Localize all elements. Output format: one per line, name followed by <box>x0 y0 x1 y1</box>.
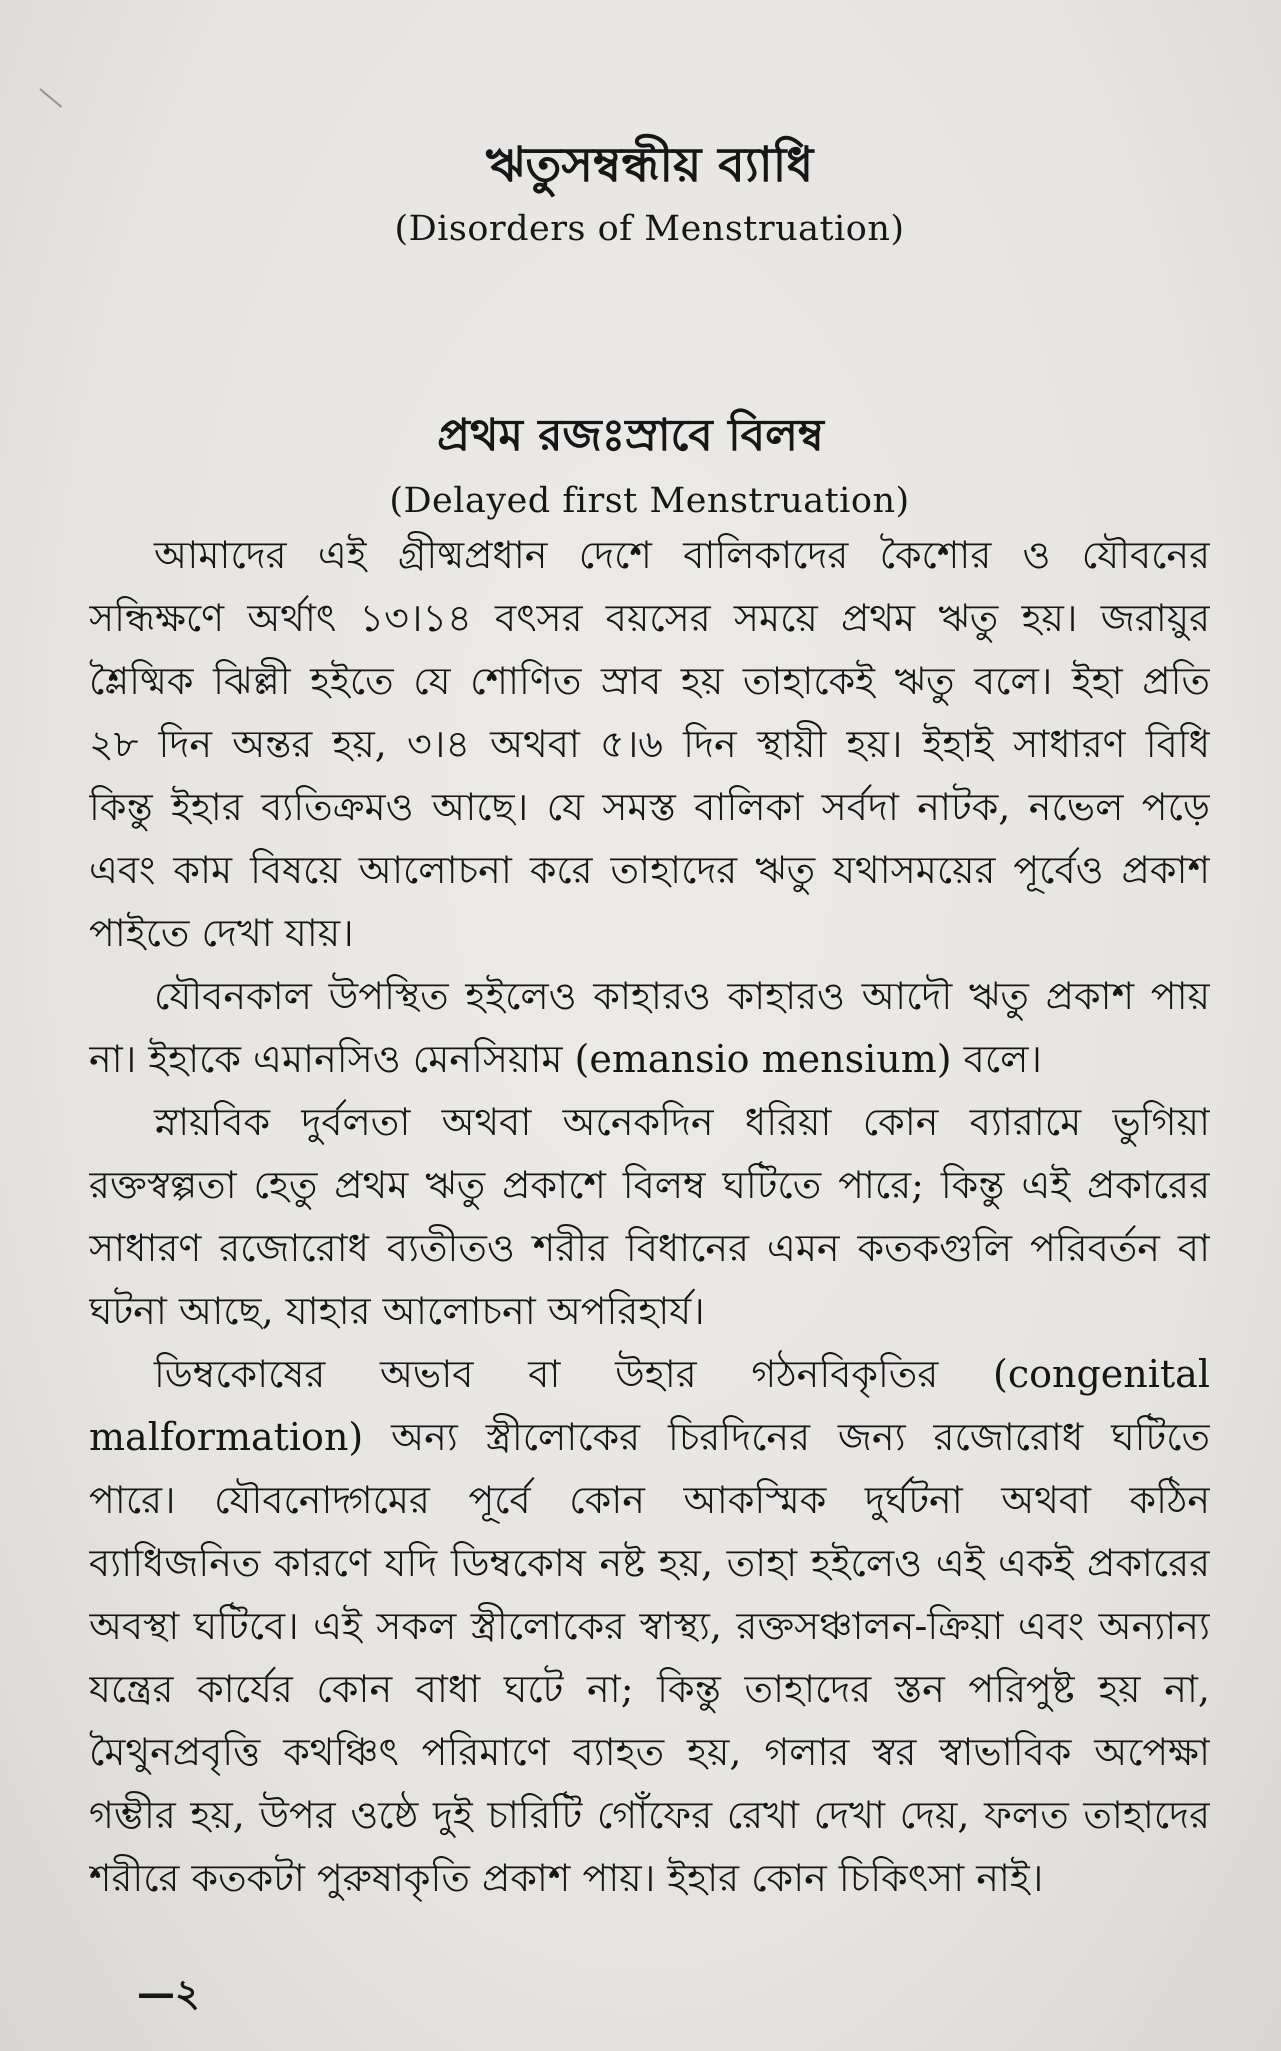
section-title: প্রথম রজঃস্রাবে বিলম্ব <box>437 410 824 461</box>
body-line: পাইতে দেখা যায়। <box>89 911 354 955</box>
body-line: কিন্তু ইহার ব্যতিক্রমও আছে। যে সমস্ত বালিকা সর্বদা নাটক, নভেল পড়ে <box>89 785 1210 829</box>
body-line: মৈথুনপ্রবৃত্তি কথঞ্চিৎ পরিমাণে ব্যাহত হয়, গলার স্বর স্বাভাবিক অপেক্ষা <box>89 1730 1210 1774</box>
paragraph-4 <box>89 1343 1210 1910</box>
body-line: পারে। যৌবনোদ্গমের পূর্বে কোন আকস্মিক দুর্ঘটনা অথবা কঠিন <box>89 1478 1210 1522</box>
body-line: এবং কাম বিষয়ে আলোচনা করে তাহাদের ঋতু যথাসময়ের পূর্বেও প্রকাশ <box>89 848 1210 892</box>
paragraph-3 <box>89 1091 1210 1343</box>
body-line: স্নায়বিক দুর্বলতা অথবা অনেকদিন ধরিয়া কোন ব্যারামে ভুগিয়া <box>154 1100 1210 1144</box>
body-line: ডিম্বকোষের অভাব বা উহার গঠনবিকৃতির (congenital <box>154 1352 1210 1396</box>
body-line: গম্ভীর হয়, উপর ওষ্ঠে দুই চারিটি গোঁফের রেখা দেখা দেয়, ফলত তাহাদের <box>89 1793 1210 1837</box>
body-line: না। ইহাকে এমানসিও মেনসিয়াম (emansio mensium) বলে। <box>89 1037 1043 1081</box>
body-line: সন্ধিক্ষণে অর্থাৎ ১৩।১৪ বৎসর বয়সের সময়ে প্রথম ঋতু হয়। জরায়ুর <box>89 596 1210 640</box>
chapter-title-english: (Disorders of Menstruation) <box>394 209 905 249</box>
paragraph-1 <box>89 524 1210 965</box>
body-line: শ্লৈষ্মিক ঝিল্লী হইতে যে শোণিত স্রাব হয় তাহাকেই ঋতু বলে। ইহা প্রতি <box>89 659 1210 703</box>
chapter-title: ঋতুসম্বন্ধীয় ব্যাধি <box>485 137 814 193</box>
body-line: malformation) অন্য স্ত্রীলোকের চিরদিনের জন্য রজোরোধ ঘটিতে <box>89 1415 1210 1459</box>
body-line: রক্তস্বল্পতা হেতু প্রথম ঋতু প্রকাশে বিলম্ব ঘটিতে পারে; কিন্তু এই প্রকারের <box>89 1163 1210 1207</box>
body-line: ঘটনা আছে, যাহার আলোচনা অপরিহার্য। <box>89 1289 705 1333</box>
paragraph-2 <box>89 965 1210 1091</box>
body-line: যন্ত্রের কার্যের কোন বাধা ঘটে না; কিন্তু তাহাদের স্তন পরিপুষ্ট হয় না, <box>89 1667 1210 1711</box>
paper-scratch-mark <box>39 88 62 108</box>
section-title-english: (Delayed first Menstruation) <box>389 481 910 521</box>
body-line: অবস্থা ঘটিবে। এই সকল স্ত্রীলোকের স্বাস্থ্য, রক্তসঞ্চালন-ক্রিয়া এবং অন্যান্য <box>89 1604 1210 1648</box>
body-line: আমাদের এই গ্রীষ্মপ্রধান দেশে বালিকাদের কৈশোর ও যৌবনের <box>154 533 1210 577</box>
page-number: —২ <box>137 1970 200 2015</box>
body-line: ব্যাধিজনিত কারণে যদি ডিম্বকোষ নষ্ট হয়, তাহা হইলেও এই একই প্রকারের <box>89 1541 1210 1585</box>
body-line: ২৮ দিন অন্তর হয়, ৩।৪ অথবা ৫।৬ দিন স্থায়ী হয়। ইহাই সাধারণ বিধি <box>89 722 1210 766</box>
body-text <box>89 524 1210 1910</box>
body-line: শরীরে কতকটা পুরুষাকৃতি প্রকাশ পায়। ইহার কোন চিকিৎসা নাই। <box>89 1856 1044 1900</box>
body-line: যৌবনকাল উপস্থিত হইলেও কাহারও কাহারও আদৌ ঋতু প্রকাশ পায় <box>154 974 1210 1018</box>
body-line: সাধারণ রজোরোধ ব্যতীতও শরীর বিধানের এমন কতকগুলি পরিবর্তন বা <box>89 1226 1210 1270</box>
